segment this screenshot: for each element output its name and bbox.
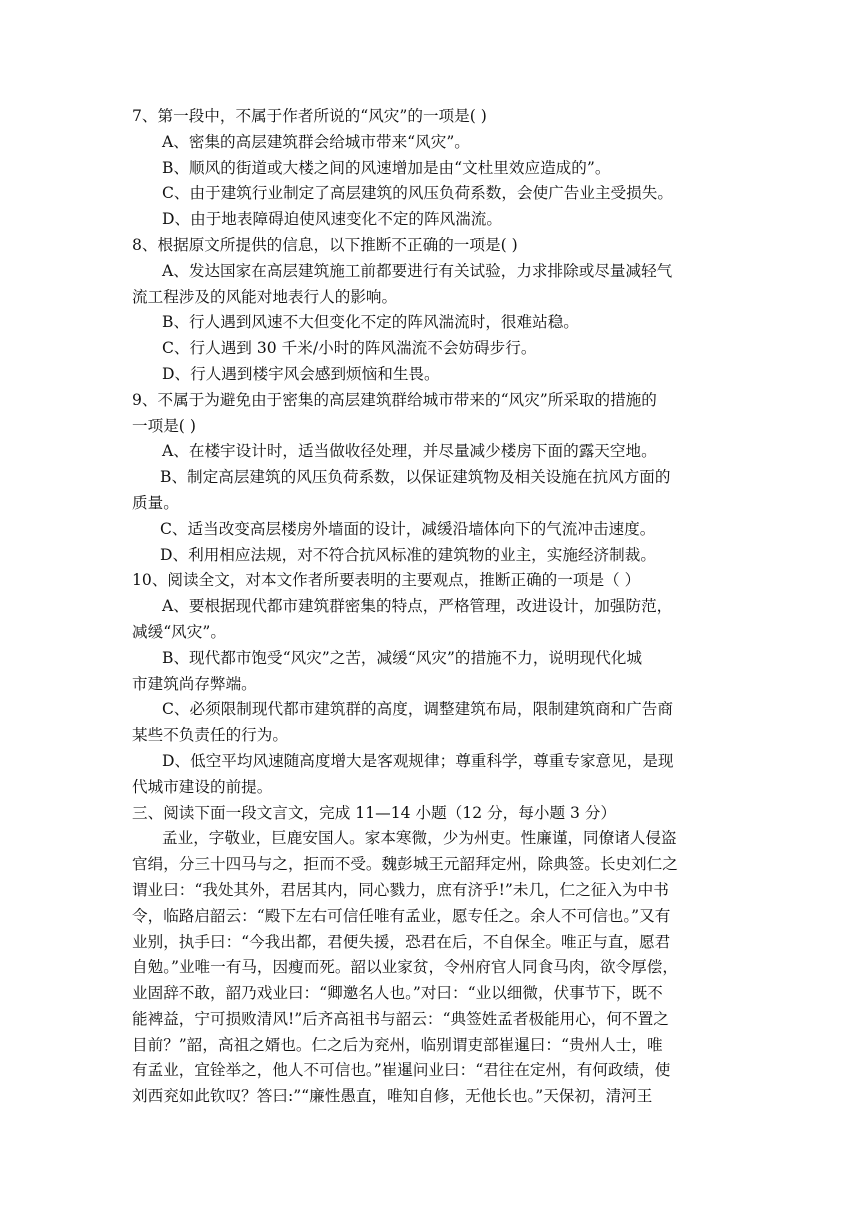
passage-line: 令，临路启韶云：“殿下左右可信任唯有孟业，愿专任之。余人不可信也。”又有 bbox=[132, 906, 671, 925]
q9-option-b-line1: B、制定高层建筑的风压负荷系数，以保证建筑物及相关设施在抗风方面的 bbox=[160, 468, 671, 487]
q7-option-b: B、顺风的街道或大楼之间的风速增加是由“文杜里效应造成的”。 bbox=[162, 158, 611, 177]
q9-option-b-line2: 质量。 bbox=[132, 493, 179, 512]
section3-heading: 三、阅读下面一段文言文，完成 11—14 小题（12 分，每小题 3 分） bbox=[132, 803, 617, 822]
passage-line: 自勉。”业唯一有马，因瘦而死。韶以业家贫，令州府官人同食马肉，欲令厚偿， bbox=[132, 958, 678, 977]
exam-page bbox=[132, 104, 732, 1110]
q10-option-c-line2: 某些不负责任的行为。 bbox=[132, 726, 288, 745]
q10-option-d-line2: 代城市建设的前提。 bbox=[132, 777, 273, 796]
q8-option-a-line1: A、发达国家在高层建筑施工前都要进行有关试验，力求排除或尽量减轻气 bbox=[162, 261, 673, 280]
passage-line: 刘西兖如此钦叹？答曰:”“廉性愚直，唯知自修，无他长也。”天保初，清河王 bbox=[132, 1087, 653, 1106]
q10-option-c-line1: C、必须限制现代都市建筑群的高度，调整建筑布局，限制建筑商和广告商 bbox=[162, 700, 673, 719]
passage-line: 孟业，字敬业，巨鹿安国人。家本寒微，少为州吏。性廉谨，同僚诸人侵盗 bbox=[162, 829, 677, 848]
q7-option-c: C、由于建筑行业制定了高层建筑的风压负荷系数，会使广告业主受损失。 bbox=[162, 184, 673, 203]
q8-stem: 8、根据原文所提供的信息，以下推断不正确的一项是( ) bbox=[132, 235, 518, 254]
passage-line: 目前？”韶，高祖之婿也。仁之后为兖州，临别谓吏部崔暹曰：“贵州人士，唯 bbox=[132, 1035, 663, 1054]
q8-option-a-line2: 流工程涉及的风能对地表行人的影响。 bbox=[132, 287, 398, 306]
q9-option-a: A、在楼宇设计时，适当做收径处理，并尽量减少楼房下面的露天空地。 bbox=[162, 442, 657, 461]
q8-option-d: D、行人遇到楼宇风会感到烦恼和生畏。 bbox=[162, 364, 440, 383]
passage-line: 业别，执手曰：“今我出都，君便失援，恐君在后，不自保全。唯正与直，愿君 bbox=[132, 932, 671, 951]
q9-stem-line1: 9、不属于为避免由于密集的高层建筑群给城市带来的“风灾”所采取的措施的 bbox=[132, 390, 657, 409]
q9-option-c: C、适当改变高层楼房外墙面的设计，减缓沿墙体向下的气流冲击速度。 bbox=[160, 519, 656, 538]
q7-option-a: A、密集的高层建筑群会给城市带来“风灾”。 bbox=[162, 132, 470, 151]
q9-stem-line2: 一项是( ) bbox=[132, 416, 196, 435]
q9-option-d: D、利用相应法规，对不符合抗风标准的建筑物的业主，实施经济制裁。 bbox=[160, 545, 656, 564]
passage-line: 能裨益，宁可损败清风!”后齐高祖书与韶云：“典签姓孟者极能用心，何不置之 bbox=[132, 1009, 669, 1028]
q10-option-b-line2: 市建筑尚存弊端。 bbox=[132, 674, 257, 693]
passage-line: 谓业曰：“我处其外，君居其内，同心戮力，庶有济乎!”未几，仁之征入为中书 bbox=[132, 880, 669, 899]
q8-option-b: B、行人遇到风速不大但变化不定的阵风湍流时，很难站稳。 bbox=[162, 313, 579, 332]
passage-line: 业固辞不敢，韶乃戏业曰：“卿邀名人也。”对曰：“业以细微，伏事节下，既不 bbox=[132, 984, 663, 1003]
q10-option-a-line2: 减缓“风灾”。 bbox=[132, 622, 226, 641]
q10-option-d-line1: D、低空平均风速随高度增大是客观规律；尊重科学，尊重专家意见，是现 bbox=[162, 751, 674, 770]
q7-option-d: D、由于地表障碍迫使风速变化不定的阵风湍流。 bbox=[162, 210, 502, 229]
q10-option-b-line1: B、现代都市饱受“风灾”之苦，减缓“风灾”的措施不力，说明现代化城 bbox=[162, 648, 642, 667]
q10-stem: 10、阅读全文，对本文作者所要表明的主要观点，推断正确的一项是（ ） bbox=[132, 571, 641, 590]
passage-line: 有孟业，宜铨举之，他人不可信也。”崔暹问业曰：“君往在定州，有何政绩，使 bbox=[132, 1061, 671, 1080]
q7-stem: 7、第一段中，不属于作者所说的“风灾”的一项是( ) bbox=[132, 107, 487, 125]
q8-option-c: C、行人遇到 30 千米/小时的阵风湍流不会妨碍步行。 bbox=[162, 339, 537, 358]
passage-line: 官绢，分三十四马与之，拒而不受。魏彭城王元韶拜定州，除典签。长史刘仁之 bbox=[132, 855, 678, 874]
q10-option-a-line1: A、要根据现代都市建筑群密集的特点，严格管理，改进设计，加强防范， bbox=[162, 597, 673, 616]
